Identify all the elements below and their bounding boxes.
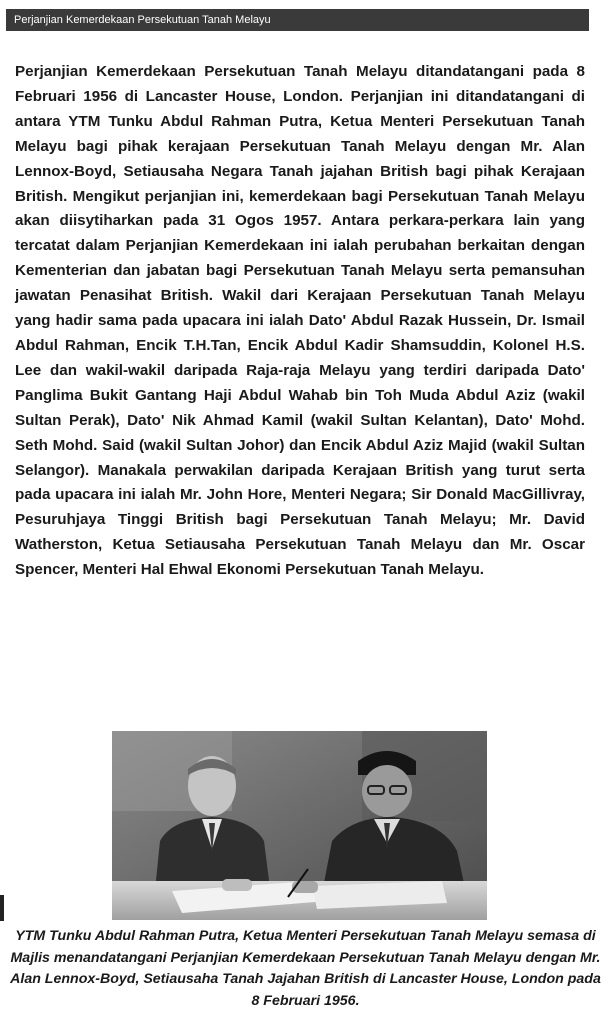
page-edge-mark [0,895,4,921]
historical-photo [112,731,487,920]
article-body: Perjanjian Kemerdekaan Persekutuan Tanah Melayu ditandatangani pada 8 Februari 1956 di Lancaster House, London. Perjanjian ini ditandatangani di antara YTM Tunku Abdul Rahman Putra, Ketua Menteri Persekutuan Tanah Melayu bagi pihak kerajaan Persekutuan Tanah Melayu dengan Mr. Alan Lennox-Boyd, Setiausaha Negara Tanah jajahan British bagi pihak Kerajaan British. Mengikut perjanjian ini, kemerdekaan bagi Persekutuan Tanah Melayu akan diisytiharkan pada 31 Ogos 1957. Antara perkara-perkara lain yang tercatat dalam Perjanjian Kemerdekaan ini ialah perubahan berkaitan dengan Kementerian dan jabatan bagi Persekutuan Tanah Melayu serta pemansuhan jawatan Penasihat British. Wakil dari Kerajaan Persekutuan Tanah Melayu yang hadir sama pada upacara ini ialah Dato' Abdul Razak Hussein, Dr. Ismail Abdul Rahman, Encik T.H.Tan, Encik Abdul Kadir Shamsuddin, Kolonel H.S. Lee dan wakil-wakil daripada Raja-raja Melayu yang terdiri daripada Dato' Panglima Bukit Gantang Haji Abdul Wahab bin Toh Muda Abdul Aziz (wakil Sultan Perak), Dato' Nik Ahmad Kamil (wakil Sultan Kelantan), Dato' Mohd. Seth Mohd. Said (wakil Sultan Johor) dan Encik Abdul Aziz Majid (wakil Sultan Selangor). Manakala perwakilan daripada Kerajaan British yang turut serta pada upacara ini ialah Mr. John Hore, Menteri Negara; Sir Donald MacGillivray, Pesuruhjaya Tinggi British bagi Persekutuan Tanah Melayu; Mr. David Watherston, Ketua Setiausaha Persekutuan Tanah Melayu dan Mr. Oscar Spencer, Menteri Hal Ehwal Ekonomi Persekutuan Tanah Melayu. [15,63,585,579]
photo-caption: YTM Tunku Abdul Rahman Putra, Ketua Menteri Persekutuan Tanah Melayu semasa di Majlis menandatangani Perjanjian Kemerdekaan Persekutuan Tanah Melayu dengan Mr. Alan Lennox-Boyd, Setiausaha Tanah Jajahan British di Lancaster House, London pada 8 Februari 1956. [10,928,601,1009]
header-title: Perjanjian Kemerdekaan Persekutuan Tanah Melayu [14,14,271,26]
header-bar [6,9,589,31]
